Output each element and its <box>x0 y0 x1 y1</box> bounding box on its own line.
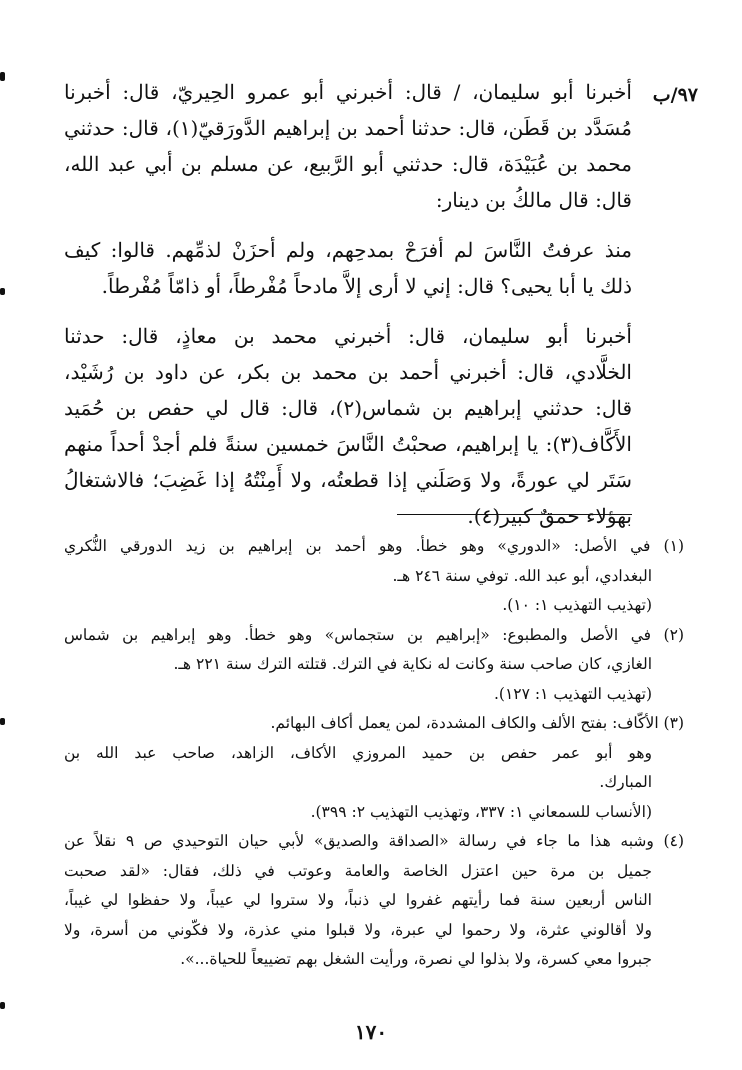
footnote <box>64 532 684 621</box>
text-line: أخبرنا أبو سليمان، قال: أخبرني محمد بن معاذٍ، قال: حدثنا <box>64 324 632 348</box>
footnote-line: (تهذيب التهذيب ١: ١٢٧). <box>493 684 652 703</box>
footnote-line: (٤) وشبه هذا ما جاء في رسالة «الصداقة والصديق» لأبي حيان التوحيدي ص ٩ نقلاً عن <box>64 832 684 850</box>
footnote-line: ولا أقالوني عثرة، ولا رحموا لي عبرة، ولا قبلوا مني عذرة، ولا فكّوني من أسرة، ولا <box>64 920 652 939</box>
paragraph <box>64 74 632 218</box>
text-line: منذ عرفتُ النَّاسَ لم أفرَحْ بمدحِهم، ولم أحزَنْ لذمِّهم. قالوا: كيف <box>64 238 632 262</box>
footnote-line: البغدادي، أبو عبد الله. توفي سنة ٢٤٦ هـ. <box>392 566 652 585</box>
page-number: ١٧٠ <box>354 1020 388 1044</box>
footnote-line: جميل بن مرة حين اعتزل الخاصة والعامة وعوتب في ذلك، فقال: «لقد صحبت <box>64 861 652 880</box>
footnote-line: وهو أبو عمر حفص بن حميد المروزي الأكاف، الزاهد، صاحب عبد الله بن <box>64 743 652 762</box>
text-line: ذلك يا أبا يحيى؟ قال: إني لا أرى إلاَّ مادحاً مُفْرطاً، أو ذامّاً مُفْرطاً. <box>101 274 632 298</box>
margin-reference: ٩٧/ب <box>652 84 698 106</box>
paragraph <box>64 232 632 304</box>
footnote-line: المبارك. <box>599 773 652 791</box>
footnote-line: (٣) الأكّاف: بفتح الألف والكاف المشددة، لمن يعمل أكاف البهائم. <box>270 714 684 732</box>
footnote <box>64 621 684 710</box>
footnote <box>64 827 684 975</box>
text-line: سَتَر لي عورةً، ولا وَصَلَني إذا قطعتُه، ولا أَمِنْتُهُ إذا غَضِبَ؛ فالاشتغالُ <box>64 468 632 492</box>
text-line: أخبرنا أبو سليمان، / قال: أخبرني أبو عمرو الحِيريّ، قال: أخبرنا <box>64 80 632 104</box>
text-line: قال: قال مالكُ بن دينار: <box>435 188 632 212</box>
footnote-line: جبروا معي كسرة، ولا بذلوا لي نصرة، ورأيت الشغل بهم تضييعاً للحياة...». <box>180 950 652 968</box>
scan-mark <box>0 288 5 295</box>
text-line: قال: حدثني إبراهيم بن شماس(٢)، قال: قال لي حفص بن حُمَيد <box>64 396 632 420</box>
footnotes <box>64 532 684 975</box>
text-line: مُسَدَّد بن قَطَن، قال: حدثنا أحمد بن إبراهيم الدَّورَقيّ(١)، قال: حدثني <box>64 116 632 140</box>
paragraph <box>64 318 632 534</box>
footnote-line: (٢) في الأصل والمطبوع: «إبراهيم بن ستجماس» وهو خطأ. وهو إبراهيم بن شماس <box>64 625 684 644</box>
footnote-line: (١) في الأصل: «الدوري» وهو خطأ. وهو أحمد بن إبراهيم بن زيد الدورقي النُّكري <box>64 537 684 555</box>
text-line: الأَكَّاف(٣): يا إبراهيم، صحبْتُ النَّاسَ خمسين سنةً فلم أجدْ أحداً منهم <box>64 432 632 456</box>
scan-mark <box>0 718 5 725</box>
footnote-line: (الأنساب للسمعاني ١: ٣٣٧، وتهذيب التهذيب ٢: ٣٩٩). <box>310 802 652 821</box>
main-text <box>64 74 632 548</box>
footnote-line: (تهذيب التهذيب ١: ١٠). <box>502 596 652 614</box>
scan-mark <box>0 72 5 81</box>
footnote-divider <box>397 514 632 515</box>
scan-mark <box>0 1002 5 1009</box>
footnote-line: الغازي، كان صاحب سنة وكانت له نكاية في الترك. قتلته الترك سنة ٢٢١ هـ. <box>173 655 652 673</box>
footnote-line: الناس أربعين سنة فما رأيتهم غفروا لي ذنباً، ولا ستروا لي عيباً، ولا حفظوا لي غيباً، <box>64 891 652 909</box>
text-line: الخلَّادي، قال: أخبرني أحمد بن محمد بن بكر، عن داود بن رُشَيْد، <box>64 360 632 384</box>
footnote <box>64 709 684 827</box>
text-line: بهؤلاء حمقٌ كبير(٤). <box>467 504 632 528</box>
text-line: محمد بن عُبَيْدَة، قال: حدثني أبو الرَّبيع، عن مسلم بن أبي عبد الله، <box>64 152 632 176</box>
